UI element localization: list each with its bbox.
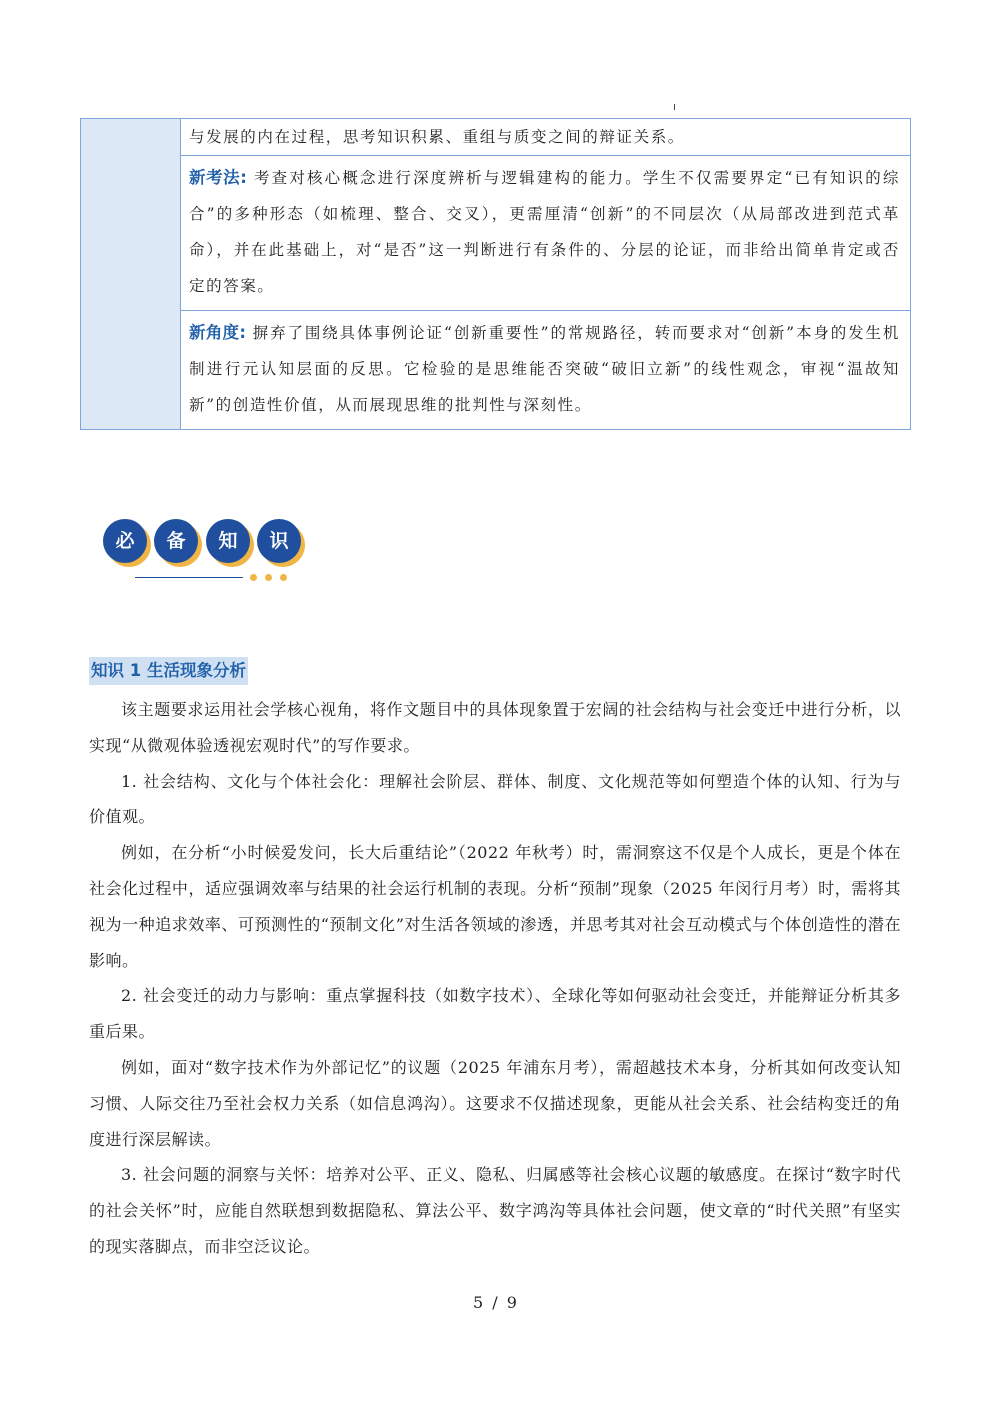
paragraph: 2. 社会变迁的动力与影响：重点掌握科技（如数字技术）、全球化等如何驱动社会变迁，并能辩证分析其多重后果。 xyxy=(89,986,901,1042)
knowledge-body xyxy=(89,692,901,1265)
row-label-new-method: 新考法: xyxy=(189,168,247,187)
table-left-column xyxy=(81,119,181,429)
analysis-table xyxy=(80,118,911,430)
table-row-new-method xyxy=(181,155,910,310)
heading-underline xyxy=(135,577,243,578)
row-text: 与发展的内在过程，思考知识积累、重组与质变之间的辩证关系。 xyxy=(189,128,685,146)
paragraph: 1. 社会结构、文化与个体社会化：理解社会阶层、群体、制度、文化规范等如何塑造个体的认知、行为与价值观。 xyxy=(89,771,901,827)
paragraph: 例如，在分析“小时候爱发问，长大后重结论”（2022 年秋考）时，需洞察这不仅是个人成长，更是个体在社会化过程中，适应强调效率与结果的社会运行机制的表现。分析“预制”现象（2025 年闵行月考）时，需将其视为一种追求效率、可预测性的“预制文化”对生活各领域的渗透，并思考其对社会互动模式与个体创造性的潜在影响。 xyxy=(89,843,901,970)
badge-2: 备 xyxy=(154,519,198,563)
badge-4: 识 xyxy=(257,519,301,563)
table-row-new-angle xyxy=(181,310,910,429)
page-number: 5 / 9 xyxy=(473,1293,519,1312)
row-text: 摒弃了围绕具体事例论证“创新重要性”的常规路径，转而要求对“创新”本身的发生机制进行元认知层面的反思。它检验的是思维能否突破“破旧立新”的线性观念，审视“温故知新”的创造性价值，从而展现思维的批判性与深刻性。 xyxy=(189,324,900,414)
table-row-continuation xyxy=(181,119,910,155)
decor-dot xyxy=(265,574,272,581)
paragraph: 3. 社会问题的洞察与关怀：培养对公平、正义、隐私、归属感等社会核心议题的敏感度。在探讨“数字时代的社会关怀”时，应能自然联想到数据隐私、算法公平、数字鸿沟等具体社会问题，使文章的“时代关照”有坚实的现实落脚点，而非空泛议论。 xyxy=(89,1165,901,1256)
paragraph: 例如，面对“数字技术作为外部记忆”的议题（2025 年浦东月考），需超越技术本身，分析其如何改变认知习惯、人际交往乃至社会权力关系（如信息鸿沟）。这要求不仅描述现象，更能从社会关系、社会结构变迁的角度进行深层解读。 xyxy=(89,1057,901,1149)
badge-1: 必 xyxy=(103,519,147,563)
row-label-new-angle: 新角度: xyxy=(189,323,246,342)
section-heading-badges xyxy=(103,519,313,563)
badge-3: 知 xyxy=(206,519,250,563)
knowledge-title: 知识 1 生活现象分析 xyxy=(89,657,248,685)
top-mark xyxy=(674,104,675,110)
decor-dot xyxy=(280,574,287,581)
paragraph: 该主题要求运用社会学核心视角，将作文题目中的具体现象置于宏阔的社会结构与社会变迁中进行分析，以实现“从微观体验透视宏观时代”的写作要求。 xyxy=(89,700,901,755)
decor-dot xyxy=(250,574,257,581)
row-text: 考查对核心概念进行深度辨析与逻辑建构的能力。学生不仅需要界定“已有知识的综合”的多种形态（如梳理、整合、交叉），更需厘清“创新”的不同层次（从局部改进到范式革命），并在此基础上，对“是否”这一判断进行有条件的、分层的论证，而非给出简单肯定或否定的答案。 xyxy=(189,169,900,295)
